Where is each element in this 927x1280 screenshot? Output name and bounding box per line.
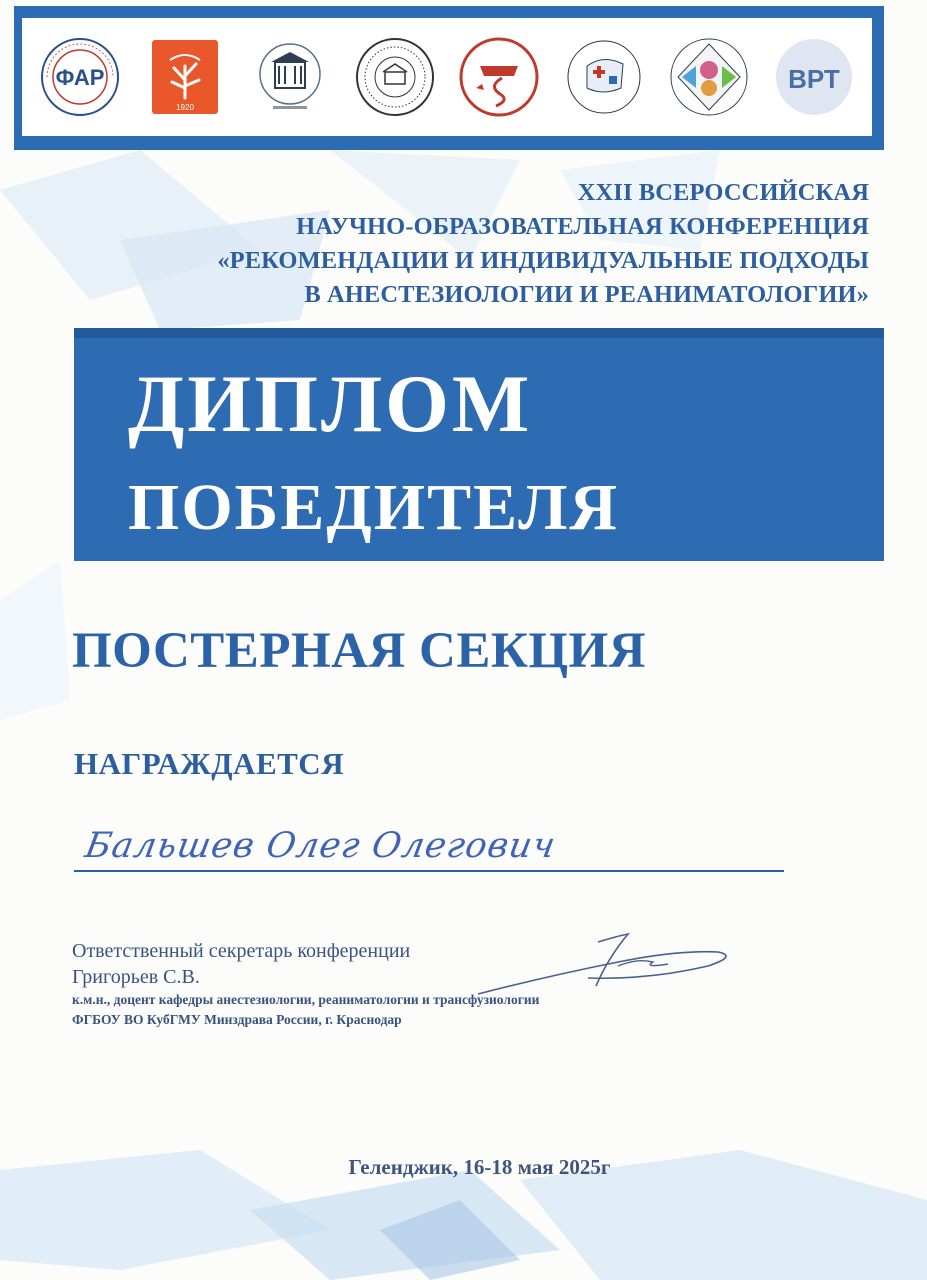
diploma-banner [74, 328, 884, 561]
vrt-logo [773, 36, 855, 118]
kubgmu-year-text: 1920 [176, 103, 195, 112]
conference-title-line1: XXII ВСЕРОССИЙСКАЯ [577, 179, 869, 206]
conference-title-line2: НАУЧНО-ОБРАЗОВАТЕЛЬНАЯ КОНФЕРЕНЦИЯ [296, 213, 869, 240]
anatomy-diamond-logo [668, 36, 750, 118]
awarded-label: НАГРАЖДАЕТСЯ [74, 746, 345, 781]
federation-anesthesiologists-logo [39, 36, 121, 118]
medical-snake-logo [458, 36, 540, 118]
conference-title-line4: В АНЕСТЕЗИОЛОГИИ И РЕАНИМАТОЛОГИИ» [304, 281, 869, 308]
secretary-detail-1: к.м.н., доцент кафедры анестезиологии, реаниматологии и трансфузиологии [72, 992, 540, 1007]
kubgmu-tree-logo [144, 36, 226, 118]
diploma-subtitle: ПОБЕДИТЕЛЯ [128, 471, 620, 544]
place-date: Геленджик, 16-18 мая 2025г [348, 1155, 611, 1179]
banner-shade [74, 328, 884, 338]
university-building-logo [249, 36, 331, 118]
logo-strip [14, 6, 884, 150]
recipient-underline [74, 870, 784, 872]
academy-seal-logo [354, 36, 436, 118]
secretary-signature [468, 928, 738, 1008]
far-logo-text: ФАР [55, 65, 105, 90]
section-title: ПОСТЕРНАЯ СЕКЦИЯ [72, 623, 647, 679]
logo-row [22, 18, 872, 136]
recipient-name: Бальшев Олег Олегович [82, 826, 559, 866]
secretary-role: Ответственный секретарь конференции [72, 940, 411, 962]
diploma-title: ДИПЛОМ [128, 358, 533, 449]
regional-hospital-logo [563, 36, 645, 118]
conference-title [69, 176, 869, 312]
secretary-name: Григорьев С.В. [72, 966, 200, 988]
conference-title-line3: «РЕКОМЕНДАЦИИ И ИНДИВИДУАЛЬНЫЕ ПОДХОДЫ [217, 247, 869, 274]
vrt-logo-text: ВРТ [787, 64, 840, 94]
secretary-detail-2: ФГБОУ ВО КубГМУ Минздрава России, г. Краснодар [72, 1012, 402, 1027]
